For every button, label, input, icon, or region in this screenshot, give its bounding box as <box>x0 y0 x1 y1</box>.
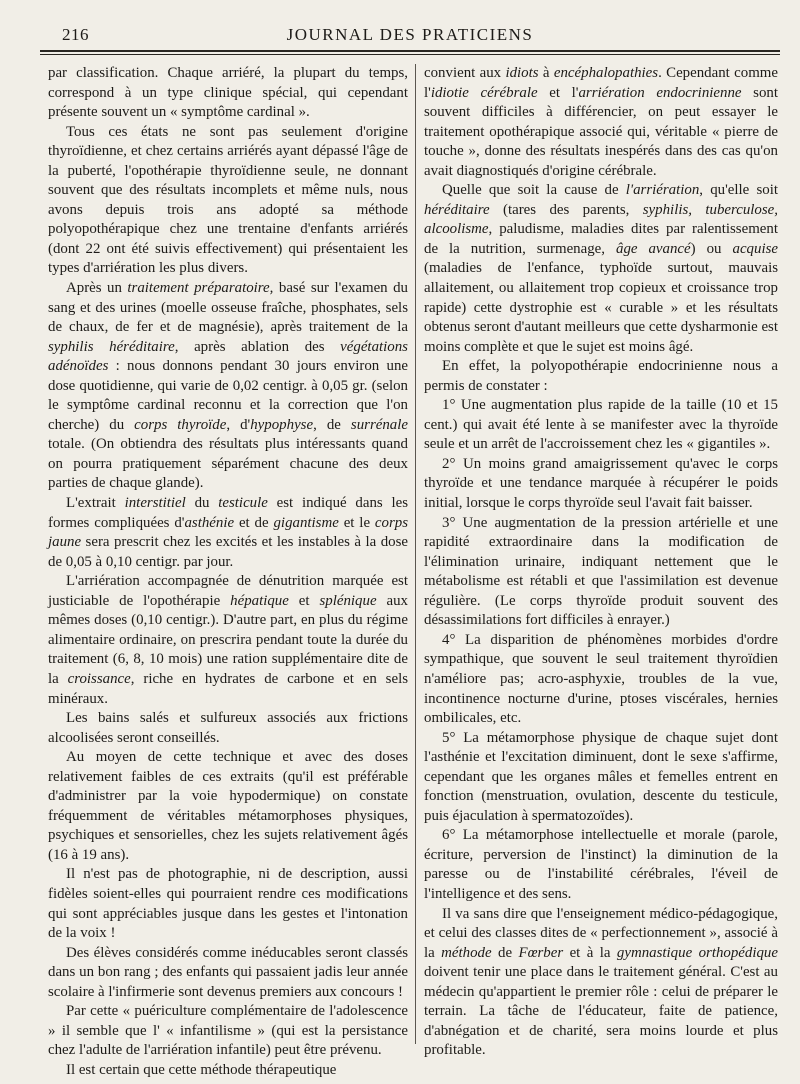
text-run: 4° La disparition de phénomènes morbides d'ordre sympathique, que souvent le seul traitement thyroïdien n'améliore pas; acro-asphyxie, troubles de la vue, incontinence nocturne d'urine, ptoses viscérales, hernies ombilicales, etc. <box>424 631 778 727</box>
text-run: , qu'elle soit <box>699 182 778 199</box>
paragraph <box>424 396 778 455</box>
italic-run: idiotie cérébrale <box>430 84 538 101</box>
italic-run: végétations adénoïdes <box>48 338 408 375</box>
paragraph <box>48 494 408 572</box>
text-run: et l' <box>537 84 579 101</box>
italic-run: corps jaune <box>48 514 409 551</box>
text-run: L'extrait <box>66 495 125 512</box>
text-run: sont souvent difficiles à différencier, on peut essayer le traitement opothérapique associé qui, véritable « pierre de touche », donne des résultats inespérés dans des cas qu'on avait diagnostiqués d'origine cérébrale. <box>424 84 778 179</box>
paragraph <box>424 455 778 514</box>
text-run: , paludisme, maladies dites par ralentissement de la nutrition, surmenage, <box>424 221 778 257</box>
text-run: Les bains salés et sulfureux associés aux frictions alcoolisées seront conseillés. <box>48 710 408 746</box>
paragraph <box>48 748 408 865</box>
right-column <box>424 64 778 1061</box>
text-run: Après un <box>66 280 128 297</box>
paragraph <box>424 905 778 1061</box>
text-run: est indiqué dans les formes compliquées d' <box>48 495 408 531</box>
text-run: : nous donnons pendant 30 jours environ une dose quotidienne, qui varie de 0,02 centigr. à 0,05 gr. (selon le symptôme cardinal reconnu et la correction que l'on cherche) du <box>48 358 408 433</box>
italic-run: surrénale <box>350 416 408 433</box>
text-run: Des élèves considérés comme inéducables seront classés dans un bon rang ; des enfants qui passaient jadis leur année scolaire à l'infirmerie sont devenus premiers aux concours ! <box>48 944 408 1000</box>
paragraph <box>48 279 408 494</box>
text-run: totale. (On obtiendra des résultats plus intéressants quand on pourra pratiquement séparément chacune des deux parties de chaque glande). <box>48 436 408 492</box>
italic-run: âge avancé <box>616 240 691 257</box>
text-run: , de <box>313 416 351 433</box>
italic-run: syphilis héréditaire <box>48 338 175 355</box>
text-run: . Cependant comme l' <box>424 65 778 101</box>
text-run: 1° Une augmentation plus rapide de la taille (10 et 15 cent.) qui avait été lente à se manifester avec la thyroïde seule et un arrêt de l'accroissement chez les « gigantiles ». <box>424 397 778 453</box>
text-run: 6° La métamorphose intellectuelle et morale (parole, écriture, perversion de l'instinct) la diminution de la paresse ou de l'instabilité cérébrales, l'éveil de l'intelligence et des sens. <box>424 827 778 902</box>
text-run: sera prescrit chez les excités et les instables à la dose de 0,05 à 0,10 centigr. par jour. <box>48 534 408 570</box>
italic-run: croissance <box>67 670 131 687</box>
text-run: du <box>185 495 219 512</box>
paragraph <box>48 1061 408 1081</box>
italic-run: asthénie <box>184 514 235 531</box>
page-number: 216 <box>62 25 89 44</box>
text-run: Il va sans dire que l'enseignement médico-pédagogique, et celui des classes dites de « perfectionnement », associé à la <box>424 905 778 961</box>
header-rule <box>40 50 780 52</box>
italic-run: hépatique <box>230 592 289 609</box>
paragraph <box>48 572 408 709</box>
paragraph <box>48 64 408 123</box>
italic-run: acquise <box>732 240 778 257</box>
paragraph <box>424 826 778 904</box>
text-run: par classification. Chaque arriéré, la plupart du temps, correspond à un type clinique spécial, qui cependant présente souvent un « symptôme cardinal ». <box>48 65 408 121</box>
italic-run: syphilis, tuberculose, alcoolisme <box>424 201 779 238</box>
header-rule-thin <box>40 54 780 55</box>
italic-run: hypophyse <box>250 416 314 433</box>
italic-run: traitement préparatoire, <box>127 280 274 297</box>
text-run: Au moyen de cette technique et avec des doses relativement faibles de ces extraits (qu'il est préférable d'administrer par la voie hypodermique) on constate fréquemment de véritables métamorphoses physiques, psychiques et sensorielles, chez les sujets relativement âgés (16 à 19 ans). <box>48 749 408 863</box>
paragraph <box>48 709 408 748</box>
text-run: de <box>491 944 519 961</box>
italic-run: splénique <box>319 592 377 609</box>
paragraph <box>424 357 778 396</box>
text-run: et de <box>234 514 274 531</box>
text-run: doivent tenir une place dans le traitement général. C'est au médecin qu'appartient le premier rôle : celui de préparer le terrain. La tâche de l'éducateur, faite de patience, d'abnégation et de charité, sera moins lourde et plus profitable. <box>424 964 778 1059</box>
paragraph <box>424 514 778 631</box>
paragraph <box>424 64 778 181</box>
italic-run: encéphalopathies <box>553 65 659 81</box>
text-run: 2° Un moins grand amaigrissement qu'avec le corps thyroïde et une tendance marquée à récupérer le poids initial, lorsque le corps thyroïde seul l'avait fait baisser. <box>424 455 778 512</box>
italic-run: interstitiel <box>124 495 186 512</box>
text-run: 5° La métamorphose physique de chaque sujet dont l'asthénie et l'excitation diminuent, dont le sexe s'affirme, cependant que les organes mâles et femelles entrent en fonction (menstruation, ovulation, descente du testicule, puis éjaculation à spermatozoïdes). <box>424 729 778 824</box>
text-run: ) ou <box>690 240 733 257</box>
text-run: , d' <box>226 416 251 433</box>
text-run: L'arriération accompagnée de dénutrition marquée est justiciable de l'opothérapie <box>48 573 408 609</box>
italic-run: idiots <box>505 65 539 81</box>
italic-run: gigantisme <box>273 514 339 531</box>
paragraph <box>48 865 408 943</box>
text-run: , après ablation des <box>174 338 341 355</box>
paragraph <box>48 944 408 1003</box>
column-divider <box>415 64 416 1044</box>
text-run: En effet, la polyopothérapie endocrinienne nous a permis de constater : <box>424 358 778 394</box>
text-run: Tous ces états ne sont pas seulement d'origine thyroïdienne, et chez certains arriérés ayant dépassé l'âge de la puberté, l'opothérapie thyroïdienne seule, ne donnant souvent que des résultats incomplets et même nuls, nous avons depuis trois ans adopté sa méthode polyopothérapique chez une trentaine d'enfants arriérés (dont 22 ont été suivis effectivement) qui présentaient les types d'arriération les plus divers. <box>48 123 408 277</box>
text-run: 3° Une augmentation de la pression artérielle et une rapidité extraordinaire dans la modification de l'élimination urinaire, indiquant nettement que le métabolisme est rétabli et que l'assimilation est devenue régulière. (Le corps thyroïde produit souvent des désassimilations fort difficiles à enrayer.) <box>424 514 778 629</box>
italic-run: héréditaire <box>424 201 490 218</box>
running-title: JOURNAL DES PRATICIENS <box>286 25 534 44</box>
text-run: Quelle que soit la cause de <box>442 182 626 199</box>
paragraph <box>48 1002 408 1061</box>
text-run: basé sur l'examen du sang et des urines (moelle osseuse fraîche, phosphates, sels de chaux, de fer et de magnésie), après traitement de la <box>48 280 408 336</box>
italic-run: corps thyroïde <box>134 416 227 433</box>
italic-run: l'arriération <box>625 182 700 199</box>
text-run: (maladies de l'enfance, typhoïde surtout, mauvais allaitement, ou allaitement trop copieux et croissance trop rapide) cette dystrophie est « curable » et les résultats obtenus seront d'autant meilleurs que cette dysharmonie est moins complète et que le sujet est moins âgé. <box>424 260 778 355</box>
text-run: Il est certain que cette méthode thérapeutique <box>66 1061 337 1078</box>
italic-run: arriération endocrinienne <box>578 84 742 101</box>
text-run: aux mêmes doses (0,10 centigr.). D'autre part, en plus du régime alimentaire ordinaire, on prescrira pendant toute la durée du traitement (6, 8, 10 mois) une ration supplémentaire dite de la <box>48 592 408 687</box>
italic-run: gymnastique orthopédique <box>616 944 778 961</box>
left-column <box>48 64 408 1080</box>
text-run: Il n'est pas de photographie, ni de description, aussi fidèles soient-elles qui pourraient rendre ces modifications qui sont appréciables jusque dans les gestes et l'intonation de la voix ! <box>48 866 408 942</box>
paragraph <box>48 123 408 279</box>
text-run: à <box>538 65 554 81</box>
text-run: Par cette « puériculture complémentaire de l'adolescence » il semble que l' « infantilisme » (qui est la persistance chez l'adulte de l'arriération infantile) peut être prévenu. <box>48 1003 408 1059</box>
italic-run: testicule <box>218 495 268 512</box>
text-run: convient aux <box>424 65 506 81</box>
paragraph <box>424 729 778 827</box>
italic-run: méthode <box>441 944 492 961</box>
text-run: et à la <box>563 944 617 961</box>
text-run: et <box>288 592 320 609</box>
text-run: , riche en hydrates de carbone et en sels minéraux. <box>48 670 408 707</box>
paragraph <box>424 631 778 729</box>
italic-run: Fœrber <box>518 944 564 961</box>
paragraph <box>424 181 778 357</box>
page-header <box>40 22 780 50</box>
text-run: et le <box>338 514 375 531</box>
text-run: (tares des parents, <box>489 201 643 218</box>
